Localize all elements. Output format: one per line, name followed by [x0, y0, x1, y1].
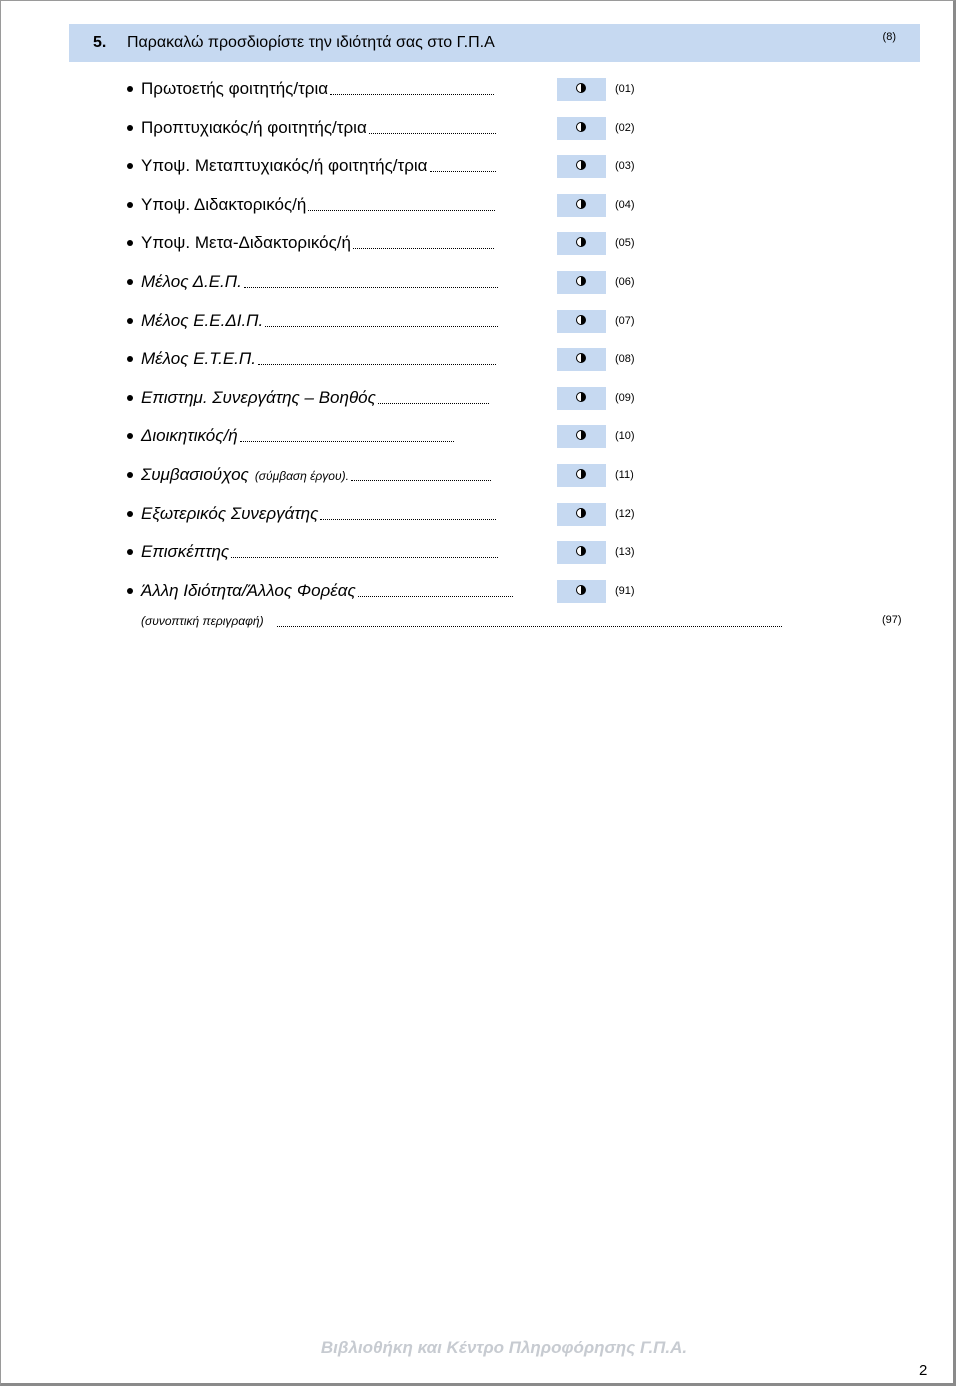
option-code: (04)	[615, 198, 635, 211]
option-code: (07)	[615, 314, 635, 327]
option-label	[141, 272, 242, 292]
description-label: (συνοπτική περιγραφή)	[141, 614, 264, 628]
radio-button-icon[interactable]	[576, 508, 586, 518]
option-row[interactable]	[1, 540, 957, 566]
option-code: (02)	[615, 121, 635, 134]
radio-box[interactable]	[557, 464, 606, 487]
option-label-text: Επισκέπτης	[141, 542, 230, 562]
description-line[interactable]	[277, 626, 782, 627]
dotted-leader	[353, 248, 494, 249]
option-row[interactable]	[1, 77, 957, 103]
option-label-text: Εξωτερικός Συνεργάτης	[141, 503, 319, 523]
option-label	[141, 79, 328, 99]
option-row[interactable]	[1, 463, 957, 489]
bullet-icon	[127, 163, 133, 169]
bullet-icon	[127, 279, 133, 285]
bullet-icon	[127, 356, 133, 362]
radio-button-icon[interactable]	[576, 237, 586, 247]
radio-box[interactable]	[557, 78, 606, 101]
radio-button-icon[interactable]	[576, 392, 586, 402]
radio-box[interactable]	[557, 310, 606, 333]
option-code: (10)	[615, 430, 635, 443]
radio-box[interactable]	[557, 232, 606, 255]
option-code: (01)	[615, 83, 635, 95]
option-label-text: Μέλος Ε.Ε.ΔΙ.Π.	[141, 310, 264, 330]
option-label	[141, 504, 318, 524]
option-label	[141, 388, 376, 408]
radio-box[interactable]	[557, 117, 606, 140]
bullet-icon	[127, 472, 133, 478]
radio-button-icon[interactable]	[576, 199, 586, 209]
option-label-text: Επιστημ. Συνεργάτης – Βοηθός	[141, 387, 376, 407]
radio-box[interactable]	[557, 503, 606, 526]
option-label-text: Υποψ. Διδακτορικός/ή	[141, 194, 307, 214]
question-code: (8)	[882, 31, 896, 43]
radio-box[interactable]	[557, 194, 606, 217]
radio-box[interactable]	[557, 387, 606, 410]
question-text: Παρακαλώ προσδιορίστε την ιδιότητά σας στο Γ.Π.Α	[127, 34, 495, 51]
bullet-icon	[127, 588, 133, 594]
option-row[interactable]	[1, 386, 957, 412]
radio-button-icon[interactable]	[576, 83, 586, 93]
radio-box[interactable]	[557, 541, 606, 564]
option-label-text: Άλλη Ιδιότητα/Άλλος Φορέας	[141, 580, 356, 600]
radio-button-icon[interactable]	[576, 160, 586, 170]
dotted-leader	[240, 441, 454, 442]
dotted-leader	[358, 596, 513, 597]
footer-library-name: Βιβλιοθήκη και Κέντρο Πληροφόρησης Γ.Π.Α.	[320, 1338, 688, 1357]
option-code: (03)	[615, 160, 635, 173]
option-row[interactable]	[1, 309, 957, 335]
dotted-leader	[378, 403, 489, 404]
option-label	[141, 195, 306, 215]
radio-box[interactable]	[557, 348, 606, 371]
option-code: (08)	[615, 353, 635, 366]
option-label	[141, 233, 351, 253]
description-code: (97)	[882, 614, 902, 626]
bullet-icon	[127, 549, 133, 555]
dotted-leader	[351, 480, 491, 481]
radio-button-icon[interactable]	[576, 315, 586, 325]
radio-box[interactable]	[557, 271, 606, 294]
radio-button-icon[interactable]	[576, 276, 586, 286]
radio-button-icon[interactable]	[576, 546, 586, 556]
radio-box[interactable]	[557, 425, 606, 448]
dotted-leader	[330, 94, 494, 95]
bullet-icon	[127, 395, 133, 401]
radio-button-icon[interactable]	[576, 430, 586, 440]
dotted-leader	[320, 519, 496, 520]
bullet-icon	[127, 86, 133, 92]
option-code: (09)	[615, 391, 635, 404]
option-label	[141, 349, 256, 369]
option-label	[141, 311, 263, 331]
option-row[interactable]	[1, 116, 957, 142]
option-row[interactable]	[1, 502, 957, 528]
dotted-leader	[231, 557, 498, 558]
dotted-leader	[265, 326, 498, 327]
option-label-text: Υποψ. Μεταπτυχιακός/ή φοιτητής/τρια	[141, 156, 428, 176]
radio-button-icon[interactable]	[576, 122, 586, 132]
option-label	[141, 581, 356, 601]
option-code: (13)	[615, 546, 635, 559]
option-row[interactable]	[1, 231, 957, 257]
bullet-icon	[127, 125, 133, 131]
radio-button-icon[interactable]	[576, 469, 586, 479]
option-label	[141, 156, 428, 176]
dotted-leader	[308, 210, 495, 211]
option-row[interactable]	[1, 424, 957, 450]
question-header	[69, 24, 920, 62]
option-label-text: Μέλος Δ.Ε.Π.	[141, 272, 242, 291]
option-row[interactable]	[1, 154, 957, 180]
option-code: (05)	[615, 237, 635, 250]
option-label-text: Συμβασιούχος	[141, 465, 249, 484]
dotted-leader	[369, 133, 496, 134]
option-label-text: Διοικητικός/ή	[141, 426, 238, 446]
option-label	[141, 542, 229, 562]
option-code: (12)	[615, 507, 635, 520]
option-label-text: Πρωτοετής φοιτητής/τρια	[141, 79, 329, 98]
option-code: (11)	[615, 469, 634, 481]
radio-button-icon[interactable]	[576, 353, 586, 363]
option-label-text: Προπτυχιακός/ή φοιτητής/τρια	[141, 117, 367, 137]
bullet-icon	[127, 202, 133, 208]
radio-button-icon[interactable]	[576, 585, 586, 595]
question-number: 5.	[93, 34, 107, 51]
option-code: (91)	[615, 584, 635, 597]
option-label	[141, 426, 238, 446]
radio-box[interactable]	[557, 580, 606, 603]
option-row[interactable]	[1, 579, 957, 605]
bullet-icon	[127, 318, 133, 324]
option-row[interactable]	[1, 270, 957, 296]
page-number: 2	[919, 1362, 928, 1379]
option-sublabel: (σύμβαση έργου).	[254, 469, 349, 483]
dotted-leader	[258, 364, 496, 365]
dotted-leader	[430, 171, 496, 172]
bullet-icon	[127, 511, 133, 517]
dotted-leader	[244, 287, 498, 288]
option-row[interactable]	[1, 347, 957, 373]
option-label-text: Υποψ. Μετα-Διδακτορικός/ή	[141, 233, 351, 253]
option-label	[141, 465, 349, 485]
option-row[interactable]	[1, 193, 957, 219]
bullet-icon	[127, 240, 133, 246]
radio-box[interactable]	[557, 155, 606, 178]
bullet-icon	[127, 433, 133, 439]
option-label	[141, 118, 367, 138]
option-label-text: Μέλος Ε.Τ.Ε.Π.	[141, 349, 256, 369]
option-code: (06)	[615, 276, 635, 288]
